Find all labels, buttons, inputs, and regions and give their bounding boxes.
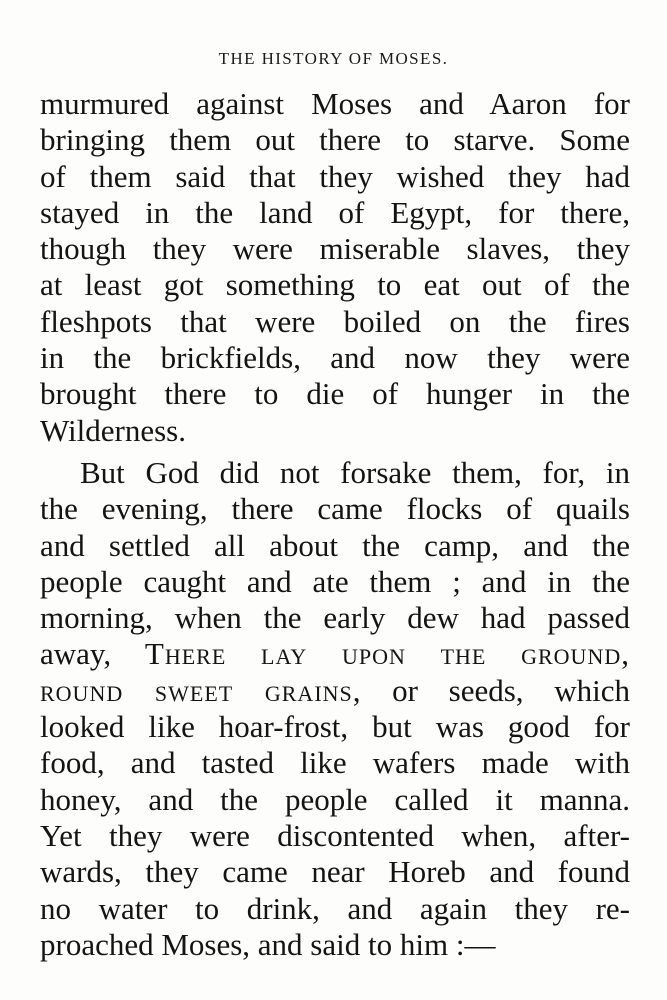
text-line: food, and tasted like wafers made with	[40, 745, 630, 781]
text-line: murmured against Moses and Aaron for	[40, 86, 630, 121]
text-line: of them said that they wished they had	[40, 158, 630, 194]
text-line: honey, and the people called it manna.	[40, 781, 630, 817]
text-line: people caught and ate them ; and in the	[40, 563, 630, 599]
text-line: bringing them out there to starve. Some	[40, 122, 630, 158]
body-text	[40, 86, 630, 963]
text-line: in the brickfields, and now they were	[40, 340, 630, 376]
text-line: proached Moses, and said to him :—	[40, 926, 496, 962]
text-line: brought there to die of hunger in the	[40, 376, 630, 412]
text-line: no water to drink, and again they re-	[40, 890, 630, 926]
text-line: But God did not forsake them, for, in	[80, 454, 630, 490]
text-run: or seeds, which	[361, 672, 630, 708]
text-run: away,	[40, 636, 145, 672]
small-caps-run: There lay upon the ground,	[144, 636, 630, 672]
text-line	[40, 636, 630, 672]
text-line: the evening, there came flocks of quails	[40, 491, 630, 527]
text-line: Yet they were discontented when, after-	[40, 817, 630, 853]
text-line: and settled all about the camp, and the	[40, 527, 630, 563]
text-line: Wilderness.	[40, 412, 186, 448]
text-line: stayed in the land of Egypt, for there,	[40, 194, 630, 230]
small-caps-run: round sweet grains,	[40, 672, 362, 708]
text-line: wards, they came near Horeb and found	[40, 854, 630, 890]
text-line: at least got something to eat out of the	[40, 267, 630, 303]
text-line: fleshpots that were boiled on the fires	[40, 303, 630, 339]
text-line	[40, 673, 630, 709]
running-head: THE HISTORY OF MOSES.	[218, 49, 449, 68]
text-line: though they were miserable slaves, they	[40, 231, 630, 267]
text-line: morning, when the early dew had passed	[40, 600, 630, 636]
text-line: looked like hoar-frost, but was good for	[40, 709, 630, 745]
